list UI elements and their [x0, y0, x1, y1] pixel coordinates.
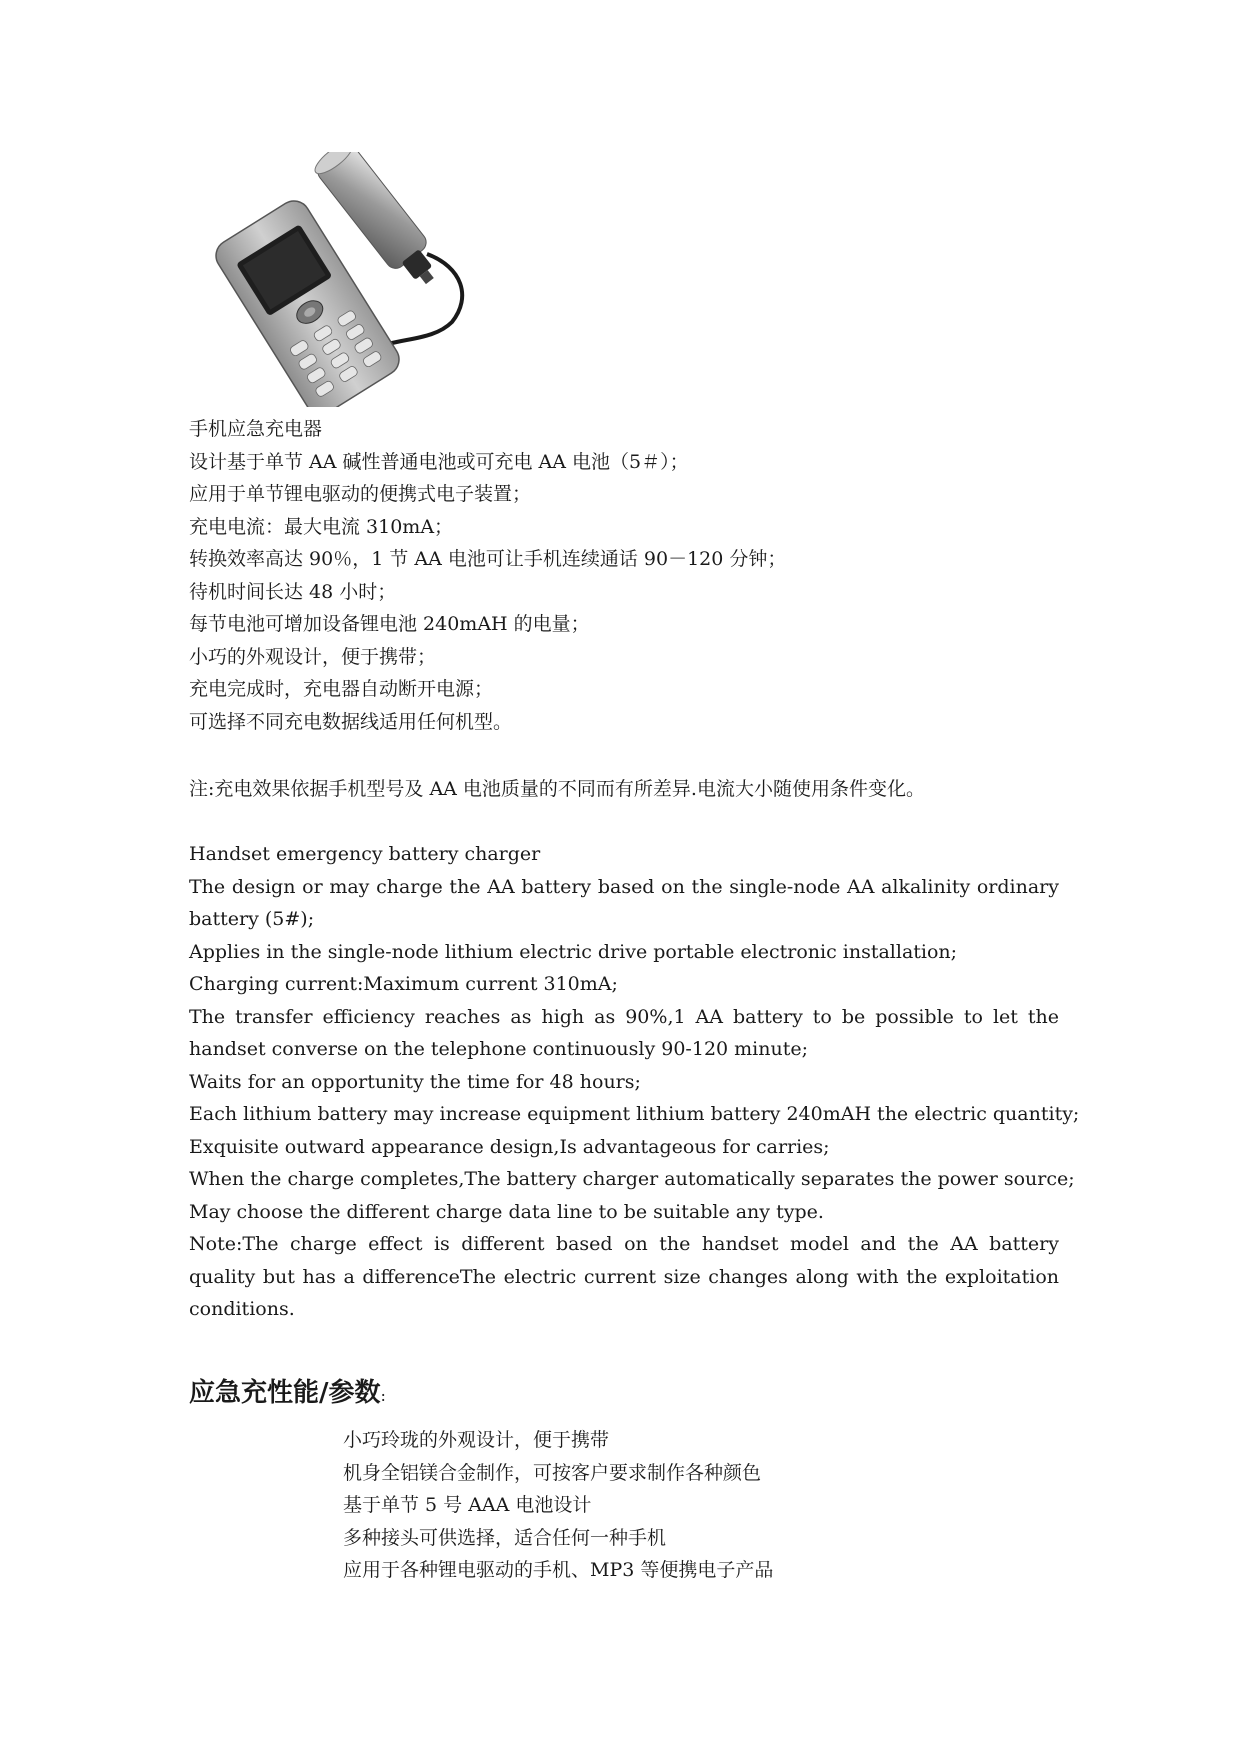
- en-line: Each lithium battery may increase equipment lithium battery 240mAH the electric quantity;: [189, 1103, 1080, 1125]
- cn-title: 手机应急充电器: [189, 418, 323, 440]
- cn-line: 充电电流：最大电流 310mA；: [189, 515, 454, 538]
- en-line: When the charge completes,The battery charger automatically separates the power source;: [189, 1168, 1075, 1190]
- en-line: Exquisite outward appearance design,Is advantageous for carries;: [189, 1135, 830, 1158]
- spec-item: 机身全铝镁合金制作，可按客户要求制作各种颜色: [343, 1461, 762, 1484]
- specs-heading-text: 应急充性能/参数: [189, 1378, 381, 1408]
- en-note: Note:The charge effect is different based on the handset model and the AA battery quality but has a differenceThe electric current size changes along with the exploitation conditions.: [189, 1233, 1059, 1320]
- chinese-feature-list: [189, 413, 1064, 738]
- specs-list: [343, 1424, 773, 1587]
- specs-heading: [189, 1376, 386, 1413]
- spec-item: 小巧玲珑的外观设计，便于携带: [343, 1429, 610, 1451]
- cn-line: 待机时间长达 48 小时；: [189, 580, 397, 603]
- cn-line: 转换效率高达 90％，1 节 AA 电池可让手机连续通话 90－120 分钟；: [189, 548, 787, 570]
- spec-item: 多种接头可供选择，适合任何一种手机: [343, 1526, 667, 1549]
- spec-item: 应用于各种锂电驱动的手机、MP3 等便携电子产品: [343, 1559, 774, 1581]
- en-line: The transfer efficiency reaches as high as 90%,1 AA battery to be possible to let the handset converse on the telephone continuously 90-120 minute;: [189, 1005, 1059, 1060]
- cn-line: 充电完成时，充电器自动断开电源；: [189, 678, 494, 700]
- cn-line: 小巧的外观设计，便于携带；: [189, 645, 437, 668]
- en-title: Handset emergency battery charger: [189, 843, 541, 865]
- cn-line: 每节电池可增加设备锂电池 240mAH 的电量；: [189, 613, 590, 635]
- cn-line: 应用于单节锂电驱动的便携式电子装置；: [189, 483, 532, 505]
- en-line: May choose the different charge data line to be suitable any type.: [189, 1200, 824, 1223]
- cn-note-text: 注:充电效果依据手机型号及 AA 电池质量的不同而有所差异.电流大小随使用条件变化。: [189, 778, 925, 800]
- cn-line: 设计基于单节 AA 碱性普通电池或可充电 AA 电池（5＃）；: [189, 450, 689, 473]
- cn-line: 可选择不同充电数据线适用任何机型。: [189, 710, 513, 733]
- en-line: Charging current:Maximum current 310mA;: [189, 973, 618, 995]
- en-line: The design or may charge the AA battery based on the single-node AA alkalinity ordinary battery (5#);: [189, 875, 1059, 930]
- chinese-note: [189, 773, 1064, 806]
- spec-item: 基于单节 5 号 AAA 电池设计: [343, 1494, 592, 1516]
- en-line: Waits for an opportunity the time for 48 hours;: [189, 1070, 641, 1093]
- specs-heading-colon: :: [380, 1386, 386, 1405]
- product-photo: [212, 152, 512, 407]
- en-line: Applies in the single-node lithium electric drive portable electronic installation;: [189, 940, 958, 963]
- english-feature-list: [189, 838, 1080, 1326]
